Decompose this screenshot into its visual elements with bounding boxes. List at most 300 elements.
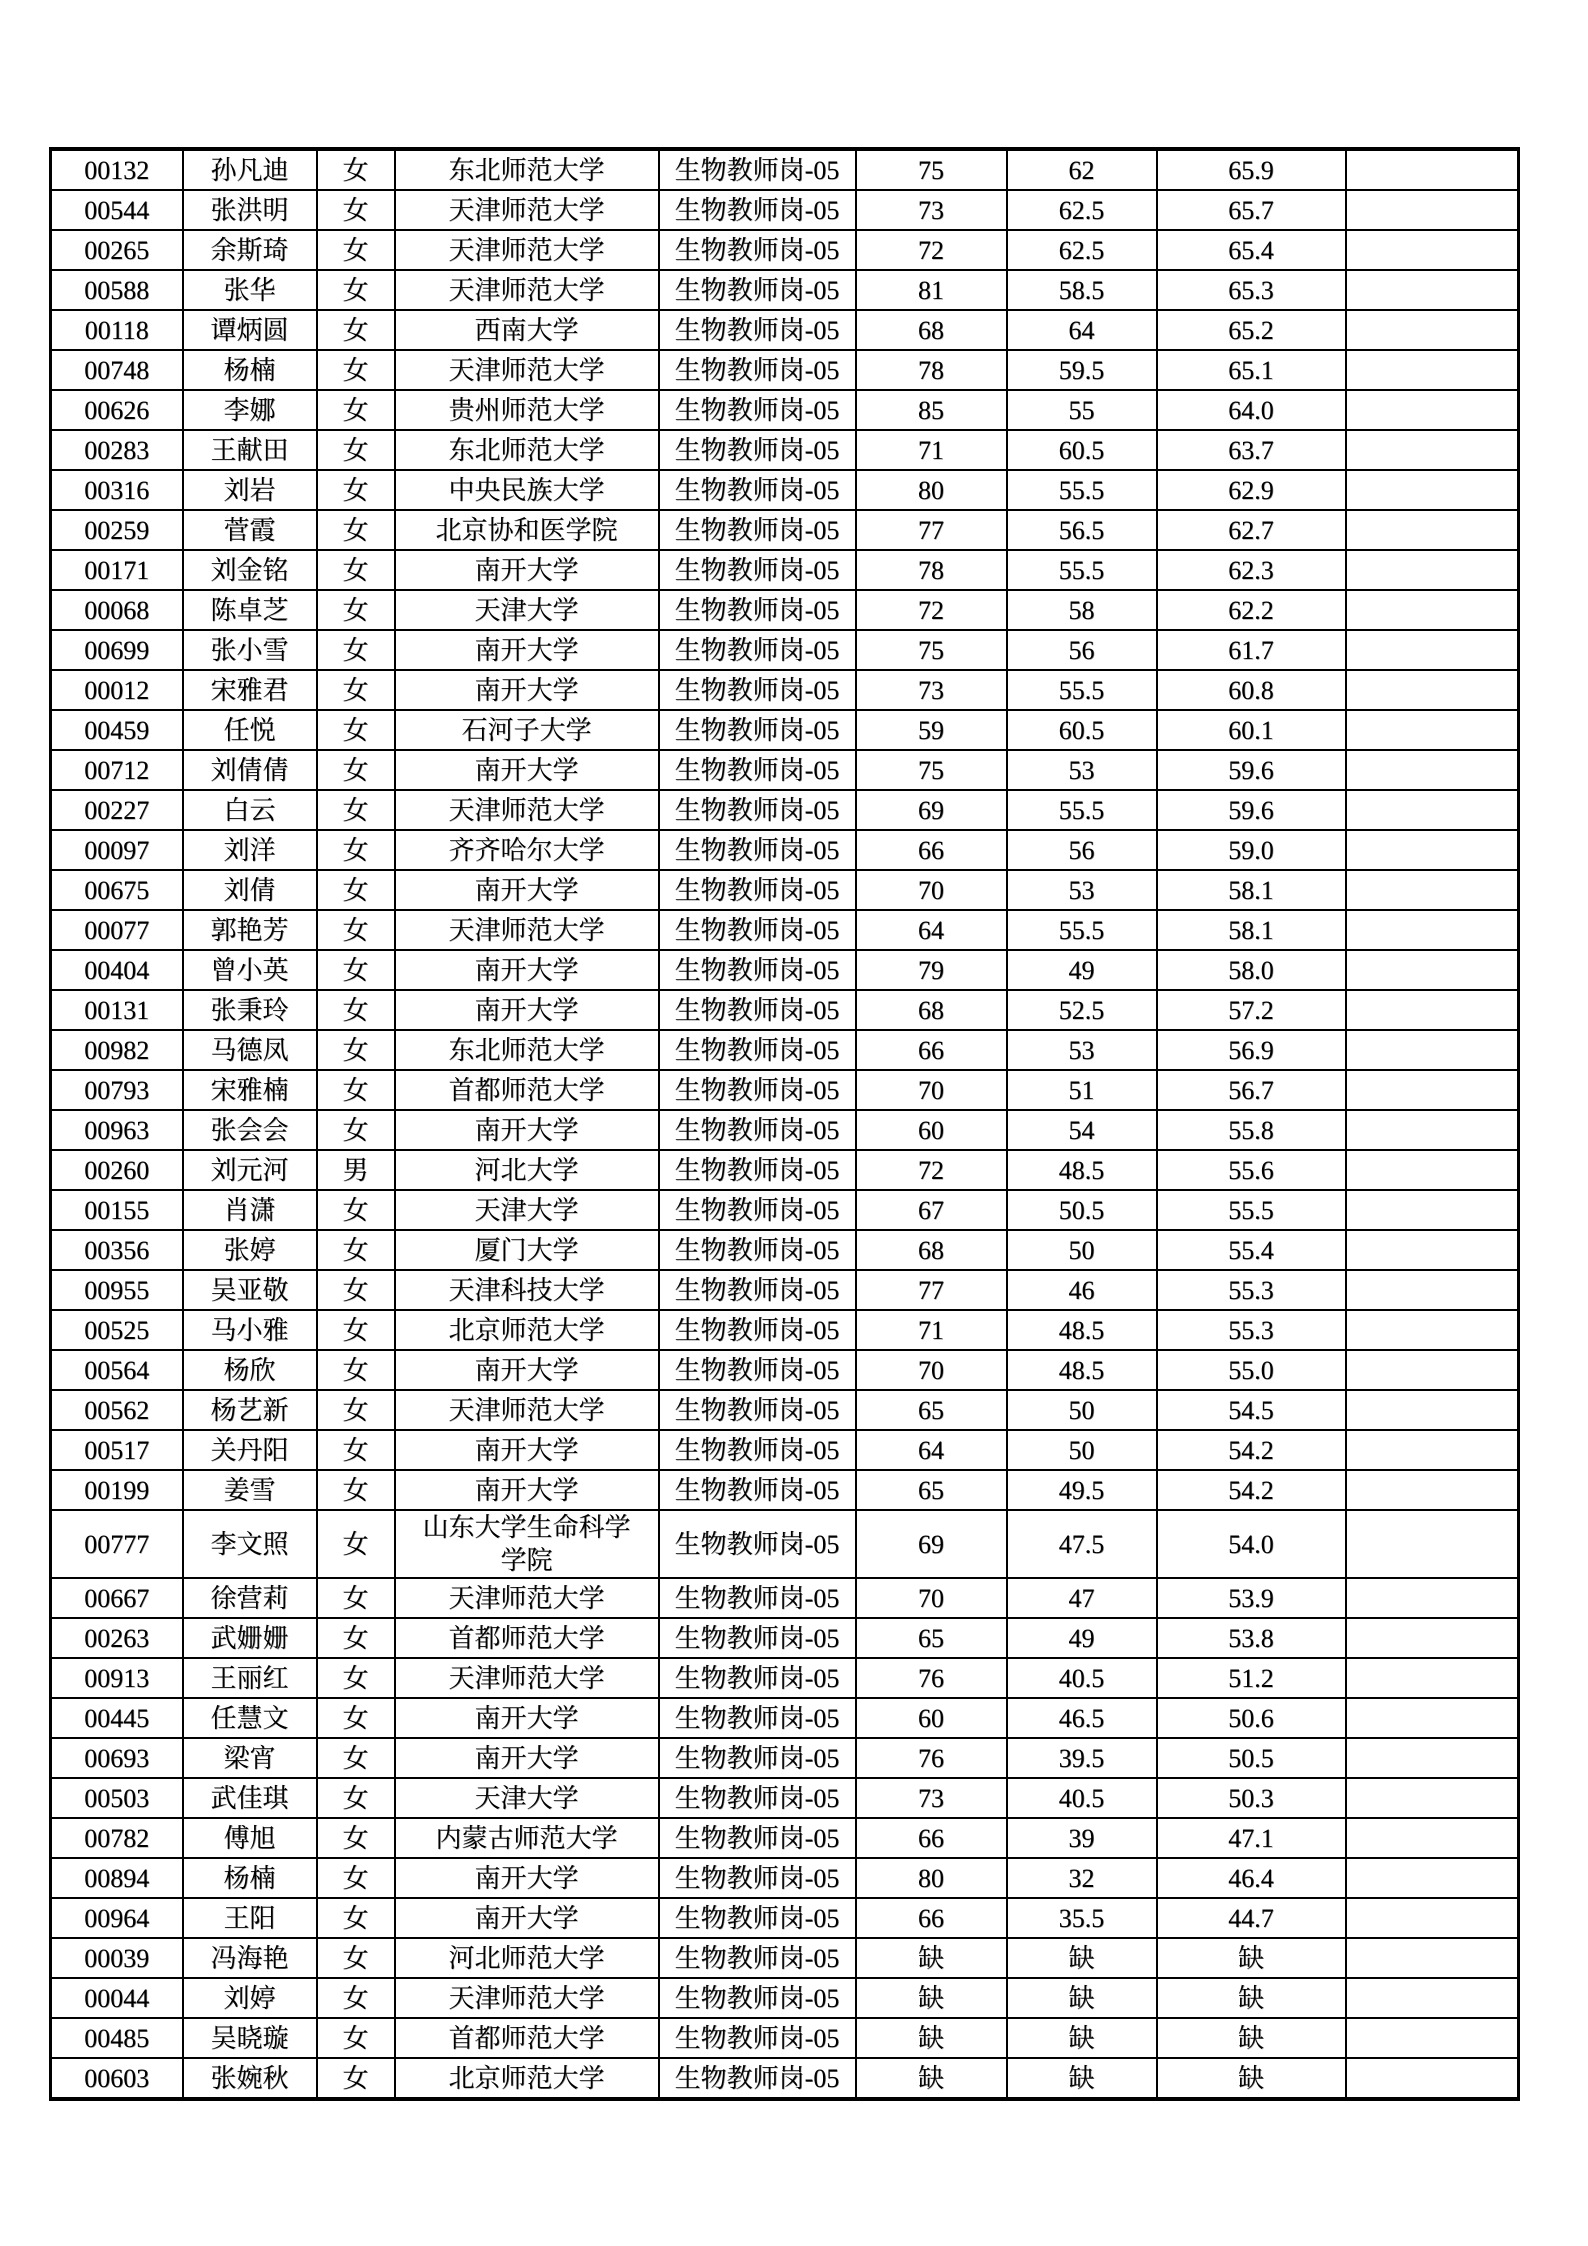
cell-remark	[1346, 470, 1519, 510]
cell-interview-score: 60.5	[1007, 710, 1157, 750]
cell-gender: 女	[317, 1310, 395, 1350]
cell-gender: 女	[317, 670, 395, 710]
cell-candidate-id: 00712	[51, 750, 183, 790]
cell-remark	[1346, 1818, 1519, 1858]
cell-remark	[1346, 710, 1519, 750]
cell-name: 吴亚敬	[183, 1270, 317, 1310]
cell-gender: 女	[317, 1230, 395, 1270]
cell-interview-score: 缺	[1007, 1938, 1157, 1978]
cell-position: 生物教师岗-05	[659, 149, 856, 190]
cell-written-score: 79	[856, 950, 1007, 990]
cell-total-score: 缺	[1157, 2058, 1346, 2099]
cell-gender: 女	[317, 230, 395, 270]
cell-written-score: 66	[856, 830, 1007, 870]
cell-total-score: 60.8	[1157, 670, 1346, 710]
cell-candidate-id: 00525	[51, 1310, 183, 1350]
cell-written-score: 缺	[856, 1938, 1007, 1978]
cell-interview-score: 55.5	[1007, 790, 1157, 830]
cell-university: 南开大学	[395, 870, 659, 910]
cell-written-score: 67	[856, 1190, 1007, 1230]
cell-interview-score: 60.5	[1007, 430, 1157, 470]
cell-position: 生物教师岗-05	[659, 790, 856, 830]
cell-remark	[1346, 630, 1519, 670]
cell-gender: 女	[317, 750, 395, 790]
cell-name: 梁宵	[183, 1738, 317, 1778]
cell-gender: 女	[317, 990, 395, 1030]
cell-university: 河北师范大学	[395, 1938, 659, 1978]
table-row	[51, 1738, 1519, 1778]
cell-written-score: 64	[856, 910, 1007, 950]
cell-remark	[1346, 270, 1519, 310]
cell-name: 张秉玲	[183, 990, 317, 1030]
table-row	[51, 550, 1519, 590]
cell-position: 生物教师岗-05	[659, 1430, 856, 1470]
cell-interview-score: 40.5	[1007, 1658, 1157, 1698]
table-row	[51, 950, 1519, 990]
cell-interview-score: 49	[1007, 1618, 1157, 1658]
table-row	[51, 1270, 1519, 1310]
cell-position: 生物教师岗-05	[659, 1470, 856, 1510]
cell-university: 天津师范大学	[395, 1978, 659, 2018]
cell-candidate-id: 00356	[51, 1230, 183, 1270]
cell-written-score: 73	[856, 1778, 1007, 1818]
cell-written-score: 66	[856, 1898, 1007, 1938]
cell-gender: 男	[317, 1150, 395, 1190]
cell-remark	[1346, 1190, 1519, 1230]
cell-written-score: 缺	[856, 2018, 1007, 2058]
cell-gender: 女	[317, 830, 395, 870]
cell-name: 王阳	[183, 1898, 317, 1938]
cell-written-score: 68	[856, 310, 1007, 350]
cell-written-score: 70	[856, 1578, 1007, 1618]
cell-interview-score: 35.5	[1007, 1898, 1157, 1938]
cell-written-score: 75	[856, 630, 1007, 670]
cell-university: 天津科技大学	[395, 1270, 659, 1310]
cell-total-score: 55.3	[1157, 1270, 1346, 1310]
cell-written-score: 65	[856, 1618, 1007, 1658]
table-row	[51, 1430, 1519, 1470]
cell-gender: 女	[317, 1658, 395, 1698]
cell-written-score: 70	[856, 870, 1007, 910]
cell-written-score: 72	[856, 590, 1007, 630]
cell-remark	[1346, 950, 1519, 990]
cell-university: 南开大学	[395, 750, 659, 790]
cell-name: 姜雪	[183, 1470, 317, 1510]
cell-interview-score: 50	[1007, 1390, 1157, 1430]
cell-university: 首都师范大学	[395, 1070, 659, 1110]
cell-interview-score: 缺	[1007, 1978, 1157, 2018]
cell-remark	[1346, 590, 1519, 630]
cell-candidate-id: 00675	[51, 870, 183, 910]
cell-name: 刘元河	[183, 1150, 317, 1190]
cell-candidate-id: 00748	[51, 350, 183, 390]
cell-total-score: 44.7	[1157, 1898, 1346, 1938]
cell-remark	[1346, 750, 1519, 790]
cell-name: 刘岩	[183, 470, 317, 510]
cell-candidate-id: 00044	[51, 1978, 183, 2018]
cell-candidate-id: 00963	[51, 1110, 183, 1150]
cell-university: 贵州师范大学	[395, 390, 659, 430]
cell-interview-score: 55.5	[1007, 470, 1157, 510]
cell-candidate-id: 00445	[51, 1698, 183, 1738]
cell-written-score: 72	[856, 1150, 1007, 1190]
cell-position: 生物教师岗-05	[659, 270, 856, 310]
cell-university: 天津大学	[395, 590, 659, 630]
cell-remark	[1346, 1898, 1519, 1938]
table-row	[51, 1190, 1519, 1230]
table-row	[51, 1070, 1519, 1110]
cell-gender: 女	[317, 1698, 395, 1738]
cell-candidate-id: 00564	[51, 1350, 183, 1390]
cell-remark	[1346, 870, 1519, 910]
cell-university: 天津师范大学	[395, 910, 659, 950]
cell-university: 南开大学	[395, 670, 659, 710]
cell-total-score: 55.0	[1157, 1350, 1346, 1390]
cell-gender: 女	[317, 310, 395, 350]
table-row	[51, 1698, 1519, 1738]
cell-remark	[1346, 1738, 1519, 1778]
cell-name: 武佳琪	[183, 1778, 317, 1818]
cell-interview-score: 47.5	[1007, 1510, 1157, 1578]
cell-university: 天津师范大学	[395, 1390, 659, 1430]
cell-gender: 女	[317, 1978, 395, 2018]
cell-university: 首都师范大学	[395, 2018, 659, 2058]
cell-candidate-id: 00068	[51, 590, 183, 630]
cell-interview-score: 62.5	[1007, 190, 1157, 230]
cell-remark	[1346, 550, 1519, 590]
table-body	[51, 149, 1519, 2099]
cell-written-score: 缺	[856, 1978, 1007, 2018]
cell-candidate-id: 00283	[51, 430, 183, 470]
cell-remark	[1346, 910, 1519, 950]
cell-interview-score: 52.5	[1007, 990, 1157, 1030]
cell-written-score: 72	[856, 230, 1007, 270]
table-row	[51, 910, 1519, 950]
table-row	[51, 2058, 1519, 2099]
cell-total-score: 55.6	[1157, 1150, 1346, 1190]
cell-remark	[1346, 1030, 1519, 1070]
cell-remark	[1346, 310, 1519, 350]
cell-gender: 女	[317, 1858, 395, 1898]
cell-candidate-id: 00199	[51, 1470, 183, 1510]
cell-interview-score: 58	[1007, 590, 1157, 630]
cell-total-score: 65.4	[1157, 230, 1346, 270]
cell-total-score: 53.8	[1157, 1618, 1346, 1658]
cell-name: 张会会	[183, 1110, 317, 1150]
cell-position: 生物教师岗-05	[659, 1618, 856, 1658]
table-row	[51, 1898, 1519, 1938]
cell-candidate-id: 00155	[51, 1190, 183, 1230]
table-row	[51, 1858, 1519, 1898]
cell-written-score: 73	[856, 190, 1007, 230]
table-row	[51, 590, 1519, 630]
cell-total-score: 63.7	[1157, 430, 1346, 470]
cell-university: 天津师范大学	[395, 1658, 659, 1698]
cell-position: 生物教师岗-05	[659, 390, 856, 430]
cell-name: 吴晓璇	[183, 2018, 317, 2058]
table-row	[51, 870, 1519, 910]
cell-university: 天津师范大学	[395, 790, 659, 830]
cell-total-score: 62.7	[1157, 510, 1346, 550]
cell-candidate-id: 00097	[51, 830, 183, 870]
cell-remark	[1346, 1310, 1519, 1350]
cell-name: 刘婷	[183, 1978, 317, 2018]
cell-total-score: 62.2	[1157, 590, 1346, 630]
cell-total-score: 54.0	[1157, 1510, 1346, 1578]
cell-name: 王献田	[183, 430, 317, 470]
cell-total-score: 54.2	[1157, 1430, 1346, 1470]
cell-interview-score: 48.5	[1007, 1150, 1157, 1190]
cell-university: 南开大学	[395, 950, 659, 990]
table-row	[51, 230, 1519, 270]
cell-remark	[1346, 390, 1519, 430]
cell-name: 谭炳圆	[183, 310, 317, 350]
cell-written-score: 59	[856, 710, 1007, 750]
cell-written-score: 70	[856, 1350, 1007, 1390]
table-row	[51, 1510, 1519, 1578]
table-row	[51, 670, 1519, 710]
cell-remark	[1346, 1070, 1519, 1110]
cell-remark	[1346, 1578, 1519, 1618]
table-row	[51, 830, 1519, 870]
cell-university: 南开大学	[395, 1470, 659, 1510]
cell-total-score: 50.5	[1157, 1738, 1346, 1778]
cell-candidate-id: 00118	[51, 310, 183, 350]
cell-written-score: 71	[856, 1310, 1007, 1350]
table-row	[51, 1310, 1519, 1350]
cell-remark	[1346, 1978, 1519, 2018]
cell-position: 生物教师岗-05	[659, 510, 856, 550]
cell-written-score: 69	[856, 790, 1007, 830]
cell-name: 武姗姗	[183, 1618, 317, 1658]
cell-gender: 女	[317, 1110, 395, 1150]
cell-gender: 女	[317, 870, 395, 910]
cell-name: 徐营莉	[183, 1578, 317, 1618]
cell-candidate-id: 00544	[51, 190, 183, 230]
cell-gender: 女	[317, 1030, 395, 1070]
cell-university: 天津师范大学	[395, 230, 659, 270]
cell-name: 孙凡迪	[183, 149, 317, 190]
cell-total-score: 65.3	[1157, 270, 1346, 310]
cell-remark	[1346, 1110, 1519, 1150]
cell-remark	[1346, 1510, 1519, 1578]
cell-position: 生物教师岗-05	[659, 750, 856, 790]
cell-candidate-id: 00263	[51, 1618, 183, 1658]
cell-university: 北京师范大学	[395, 2058, 659, 2099]
cell-remark	[1346, 190, 1519, 230]
cell-candidate-id: 00913	[51, 1658, 183, 1698]
cell-position: 生物教师岗-05	[659, 350, 856, 390]
cell-interview-score: 48.5	[1007, 1350, 1157, 1390]
cell-interview-score: 56	[1007, 830, 1157, 870]
table-row	[51, 1030, 1519, 1070]
cell-university: 石河子大学	[395, 710, 659, 750]
cell-position: 生物教师岗-05	[659, 2058, 856, 2099]
cell-total-score: 缺	[1157, 1938, 1346, 1978]
cell-written-score: 80	[856, 1858, 1007, 1898]
cell-total-score: 50.3	[1157, 1778, 1346, 1818]
cell-candidate-id: 00777	[51, 1510, 183, 1578]
cell-position: 生物教师岗-05	[659, 1030, 856, 1070]
table-row	[51, 1818, 1519, 1858]
cell-university: 厦门大学	[395, 1230, 659, 1270]
cell-gender: 女	[317, 1270, 395, 1310]
table-row	[51, 350, 1519, 390]
cell-gender: 女	[317, 1070, 395, 1110]
cell-written-score: 71	[856, 430, 1007, 470]
cell-university: 天津师范大学	[395, 270, 659, 310]
cell-candidate-id: 00485	[51, 2018, 183, 2058]
cell-candidate-id: 00693	[51, 1738, 183, 1778]
cell-university: 中央民族大学	[395, 470, 659, 510]
cell-university: 东北师范大学	[395, 1030, 659, 1070]
cell-university: 南开大学	[395, 1110, 659, 1150]
cell-university: 南开大学	[395, 1858, 659, 1898]
cell-position: 生物教师岗-05	[659, 1658, 856, 1698]
cell-remark	[1346, 1858, 1519, 1898]
cell-position: 生物教师岗-05	[659, 630, 856, 670]
cell-university: 南开大学	[395, 1430, 659, 1470]
cell-remark	[1346, 1270, 1519, 1310]
cell-total-score: 55.5	[1157, 1190, 1346, 1230]
cell-interview-score: 46.5	[1007, 1698, 1157, 1738]
cell-position: 生物教师岗-05	[659, 910, 856, 950]
cell-total-score: 57.2	[1157, 990, 1346, 1030]
cell-name: 余斯琦	[183, 230, 317, 270]
cell-university: 南开大学	[395, 1698, 659, 1738]
cell-interview-score: 48.5	[1007, 1310, 1157, 1350]
cell-candidate-id: 00077	[51, 910, 183, 950]
cell-candidate-id: 00265	[51, 230, 183, 270]
table-row	[51, 1390, 1519, 1430]
cell-gender: 女	[317, 710, 395, 750]
cell-university: 天津大学	[395, 1778, 659, 1818]
cell-name: 刘洋	[183, 830, 317, 870]
cell-total-score: 65.1	[1157, 350, 1346, 390]
cell-interview-score: 55.5	[1007, 550, 1157, 590]
cell-candidate-id: 00588	[51, 270, 183, 310]
cell-interview-score: 64	[1007, 310, 1157, 350]
table-row	[51, 710, 1519, 750]
cell-name: 宋雅君	[183, 670, 317, 710]
cell-interview-score: 62.5	[1007, 230, 1157, 270]
table-row	[51, 310, 1519, 350]
cell-interview-score: 53	[1007, 870, 1157, 910]
cell-candidate-id: 00964	[51, 1898, 183, 1938]
cell-total-score: 65.7	[1157, 190, 1346, 230]
cell-gender: 女	[317, 470, 395, 510]
cell-remark	[1346, 2018, 1519, 2058]
cell-gender: 女	[317, 1350, 395, 1390]
cell-gender: 女	[317, 270, 395, 310]
cell-university: 南开大学	[395, 550, 659, 590]
cell-candidate-id: 00012	[51, 670, 183, 710]
cell-name: 郭艳芳	[183, 910, 317, 950]
cell-total-score: 61.7	[1157, 630, 1346, 670]
cell-position: 生物教师岗-05	[659, 1778, 856, 1818]
cell-written-score: 77	[856, 1270, 1007, 1310]
cell-position: 生物教师岗-05	[659, 1510, 856, 1578]
cell-total-score: 47.1	[1157, 1818, 1346, 1858]
cell-name: 杨楠	[183, 1858, 317, 1898]
cell-candidate-id: 00316	[51, 470, 183, 510]
cell-position: 生物教师岗-05	[659, 1150, 856, 1190]
cell-gender: 女	[317, 1510, 395, 1578]
cell-total-score: 56.9	[1157, 1030, 1346, 1070]
cell-position: 生物教师岗-05	[659, 1270, 856, 1310]
cell-candidate-id: 00782	[51, 1818, 183, 1858]
cell-name: 张婷	[183, 1230, 317, 1270]
cell-total-score: 46.4	[1157, 1858, 1346, 1898]
cell-position: 生物教师岗-05	[659, 1858, 856, 1898]
table-row	[51, 1978, 1519, 2018]
cell-remark	[1346, 1230, 1519, 1270]
cell-university: 东北师范大学	[395, 149, 659, 190]
cell-total-score: 51.2	[1157, 1658, 1346, 1698]
cell-written-score: 76	[856, 1658, 1007, 1698]
cell-interview-score: 62	[1007, 149, 1157, 190]
cell-total-score: 缺	[1157, 1978, 1346, 2018]
cell-total-score: 65.2	[1157, 310, 1346, 350]
cell-university: 天津师范大学	[395, 350, 659, 390]
cell-gender: 女	[317, 1470, 395, 1510]
cell-position: 生物教师岗-05	[659, 1898, 856, 1938]
cell-interview-score: 39.5	[1007, 1738, 1157, 1778]
cell-written-score: 85	[856, 390, 1007, 430]
cell-position: 生物教师岗-05	[659, 550, 856, 590]
cell-gender: 女	[317, 1578, 395, 1618]
cell-candidate-id: 00603	[51, 2058, 183, 2099]
cell-position: 生物教师岗-05	[659, 2018, 856, 2058]
cell-written-score: 68	[856, 990, 1007, 1030]
table-row	[51, 990, 1519, 1030]
cell-written-score: 66	[856, 1818, 1007, 1858]
cell-name: 王丽红	[183, 1658, 317, 1698]
cell-gender: 女	[317, 1190, 395, 1230]
table-row	[51, 1658, 1519, 1698]
cell-name: 张小雪	[183, 630, 317, 670]
cell-name: 任悦	[183, 710, 317, 750]
results-table	[49, 147, 1520, 2101]
cell-remark	[1346, 1658, 1519, 1698]
cell-total-score: 53.9	[1157, 1578, 1346, 1618]
cell-candidate-id: 00260	[51, 1150, 183, 1190]
cell-name: 肖潇	[183, 1190, 317, 1230]
cell-candidate-id: 00626	[51, 390, 183, 430]
cell-remark	[1346, 510, 1519, 550]
cell-gender: 女	[317, 630, 395, 670]
cell-written-score: 75	[856, 149, 1007, 190]
cell-position: 生物教师岗-05	[659, 1698, 856, 1738]
cell-candidate-id: 00039	[51, 1938, 183, 1978]
cell-total-score: 62.3	[1157, 550, 1346, 590]
cell-interview-score: 32	[1007, 1858, 1157, 1898]
cell-total-score: 59.0	[1157, 830, 1346, 870]
cell-total-score: 60.1	[1157, 710, 1346, 750]
cell-position: 生物教师岗-05	[659, 1230, 856, 1270]
table-row	[51, 1230, 1519, 1270]
cell-written-score: 70	[856, 1070, 1007, 1110]
table-row	[51, 1778, 1519, 1818]
cell-gender: 女	[317, 430, 395, 470]
cell-written-score: 65	[856, 1390, 1007, 1430]
cell-candidate-id: 00667	[51, 1578, 183, 1618]
cell-position: 生物教师岗-05	[659, 1818, 856, 1858]
cell-remark	[1346, 1778, 1519, 1818]
cell-written-score: 60	[856, 1698, 1007, 1738]
cell-gender: 女	[317, 1390, 395, 1430]
cell-position: 生物教师岗-05	[659, 430, 856, 470]
